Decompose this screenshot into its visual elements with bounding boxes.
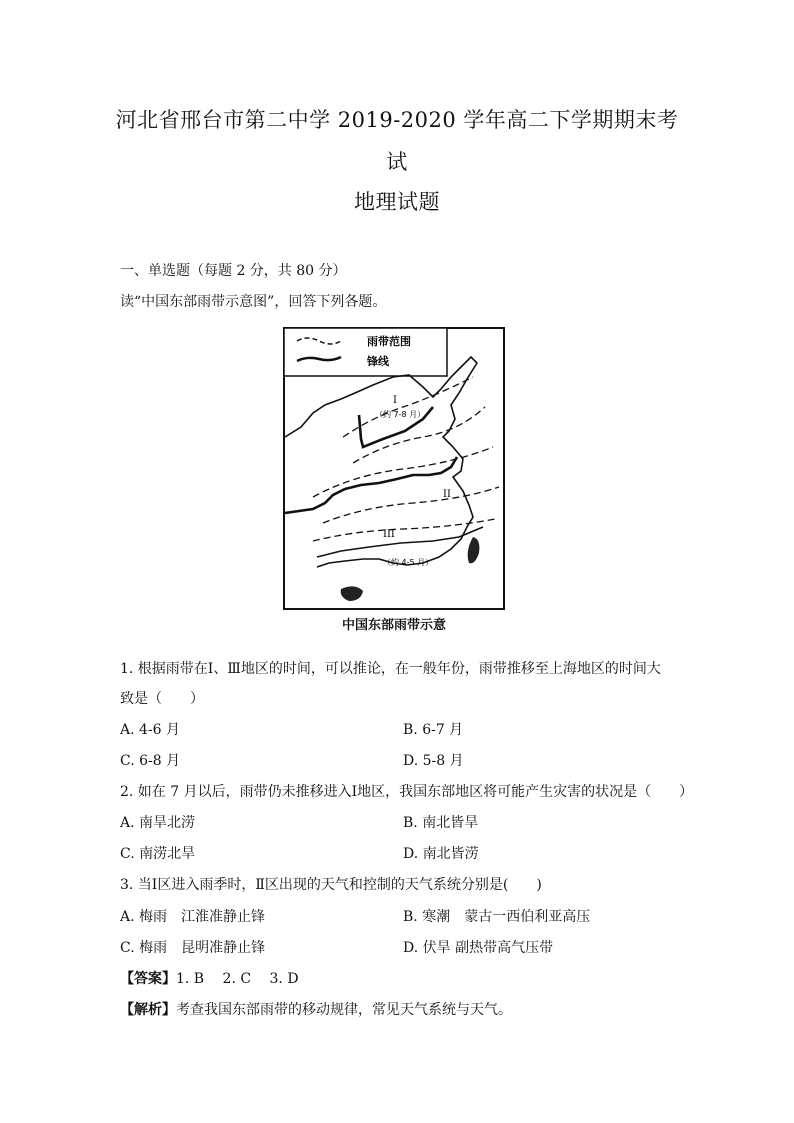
document-title-line2: 试 bbox=[386, 150, 408, 174]
question-3-option-a: A. 梅雨 江淮准静止锋 bbox=[120, 909, 266, 925]
region-I-time: （约 7-8 月） bbox=[375, 410, 426, 419]
question-1-option-a: A. 4-6 月 bbox=[120, 722, 181, 738]
question-2-option-b: B. 南北皆旱 bbox=[403, 815, 479, 831]
question-1-option-b: B. 6-7 月 bbox=[403, 722, 464, 738]
region-III-time: （约 4-5 月） bbox=[383, 558, 434, 567]
region-II-label: II bbox=[443, 489, 451, 500]
analysis-label: 【解析】 bbox=[120, 1002, 176, 1018]
question-2-option-d: D. 南北皆涝 bbox=[403, 846, 479, 862]
question-3-option-d: D. 伏旱 副热带高气压带 bbox=[403, 940, 554, 956]
question-2-stem: 2. 如在 7 月以后，雨带仍未推移进入Ⅰ地区，我国东部地区将可能产生灾害的状况是（ ） bbox=[120, 784, 694, 800]
analysis-text: 考查我国东部雨带的移动规律，常见天气系统与天气。 bbox=[176, 1002, 512, 1018]
question-1-option-c: C. 6-8 月 bbox=[120, 753, 181, 769]
section-heading: 一、单选题（每题 2 分，共 80 分） bbox=[120, 263, 347, 279]
answer-line bbox=[120, 968, 299, 988]
answer-text: 1. B 2. C 3. D bbox=[176, 971, 299, 987]
question-1-option-d: D. 5-8 月 bbox=[403, 753, 464, 769]
legend-front-label: 锋线 bbox=[367, 355, 389, 368]
region-I-label: I bbox=[393, 395, 397, 406]
figure-caption: 中国东部雨带示意 bbox=[341, 618, 446, 633]
question-3-stem: 3. 当Ⅰ区进入雨季时，Ⅱ区出现的天气和控制的天气系统分别是( ) bbox=[120, 877, 542, 893]
answer-label: 【答案】 bbox=[120, 971, 176, 987]
question-3-option-c: C. 梅雨 昆明准静止锋 bbox=[120, 940, 266, 956]
region-III-label: III bbox=[383, 529, 395, 540]
question-3-option-b: B. 寒潮 蒙古一西伯利亚高压 bbox=[403, 909, 591, 925]
question-1-stem-line2: 致是（ ） bbox=[120, 691, 204, 707]
document-title-line1: 河北省邢台市第二中学 2019-2020 学年高二下学期期末考 bbox=[115, 108, 679, 132]
question-1-stem-line1: 1. 根据雨带在Ⅰ、Ⅲ地区的时间，可以推论，在一般年份，雨带推移至上海地区的时间大 bbox=[120, 661, 661, 677]
analysis-line bbox=[120, 999, 512, 1019]
rain-belt-map-svg bbox=[283, 327, 505, 610]
legend-box bbox=[284, 328, 447, 376]
rain-belt-map bbox=[283, 327, 505, 610]
section-intro: 读“中国东部雨带示意图”，回答下列各题。 bbox=[120, 294, 387, 310]
legend-rain-label: 雨带范围 bbox=[367, 335, 411, 348]
question-2-option-c: C. 南涝北旱 bbox=[120, 846, 196, 862]
document-subtitle: 地理试题 bbox=[354, 190, 440, 214]
question-2-option-a: A. 南旱北涝 bbox=[120, 815, 196, 831]
